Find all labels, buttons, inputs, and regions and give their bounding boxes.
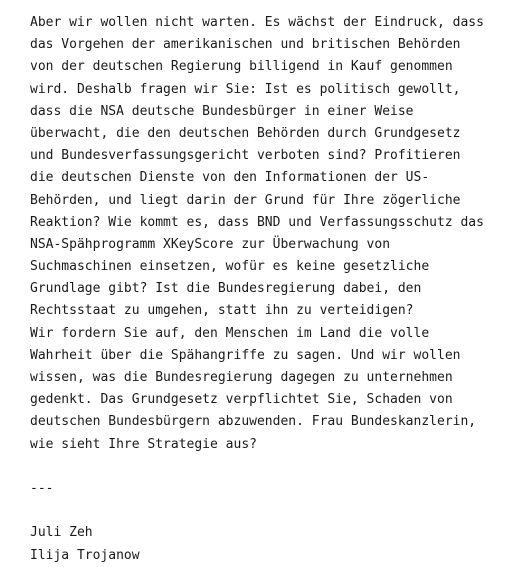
- body-line: Behörden, und liegt darin der Grund für Ihre zögerliche: [30, 192, 461, 208]
- body-line: gedenkt. Das Grundgesetz verpflichtet Sie, Schaden von: [30, 392, 453, 408]
- body-line: das Vorgehen der amerikanischen und britischen Behörden: [30, 37, 461, 53]
- body-line: Rechtsstaat zu umgehen, statt ihn zu verteidigen?: [30, 303, 414, 319]
- body-line: von der deutschen Regierung billigend in Kauf genommen: [30, 59, 453, 75]
- signature-name: Juli Zeh: [30, 525, 93, 541]
- body-line: Wir fordern Sie auf, den Menschen im Land die volle: [30, 325, 430, 341]
- signature-name: Ilija Trojanow: [30, 547, 140, 563]
- body-line: NSA-Spähprogramm XKeyScore zur Überwachung von: [30, 236, 391, 252]
- body-line: deutschen Bundesbürgern abzuwenden. Frau Bundeskanzlerin,: [30, 414, 477, 430]
- blank-line: [30, 500, 520, 522]
- body-line: überwacht, die den deutschen Behörden durch Grundgesetz: [30, 125, 461, 141]
- body-line: wissen, was die Bundesregierung dagegen zu unternehmen: [30, 370, 453, 385]
- body-line: Wahrheit über die Spähangriffe zu sagen. Und wir wollen: [30, 347, 461, 363]
- letter-text: [30, 12, 520, 567]
- body-line: Grundlage gibt? Ist die Bundesregierung dabei, den: [30, 281, 422, 297]
- body-line: Aber wir wollen nicht warten. Es wächst der Eindruck, dass: [30, 15, 484, 30]
- body-line: die deutschen Dienste von den Informationen der US-: [30, 170, 430, 186]
- blank-line: [30, 456, 520, 478]
- body-line: Suchmaschinen einsetzen, wofür es keine gesetzliche: [30, 259, 430, 275]
- body-line: und Bundesverfassungsgericht verboten sind? Profitieren: [30, 148, 461, 164]
- body-line: wie sieht Ihre Strategie aus?: [30, 436, 257, 452]
- body-line: wird. Deshalb fragen wir Sie: Ist es politisch gewollt,: [30, 81, 461, 97]
- separator: ---: [30, 480, 54, 496]
- body-line: Reaktion? Wie kommt es, dass BND und Verfassungsschutz das: [30, 214, 484, 230]
- body-line: dass die NSA deutsche Bundesbürger in einer Weise: [30, 103, 414, 119]
